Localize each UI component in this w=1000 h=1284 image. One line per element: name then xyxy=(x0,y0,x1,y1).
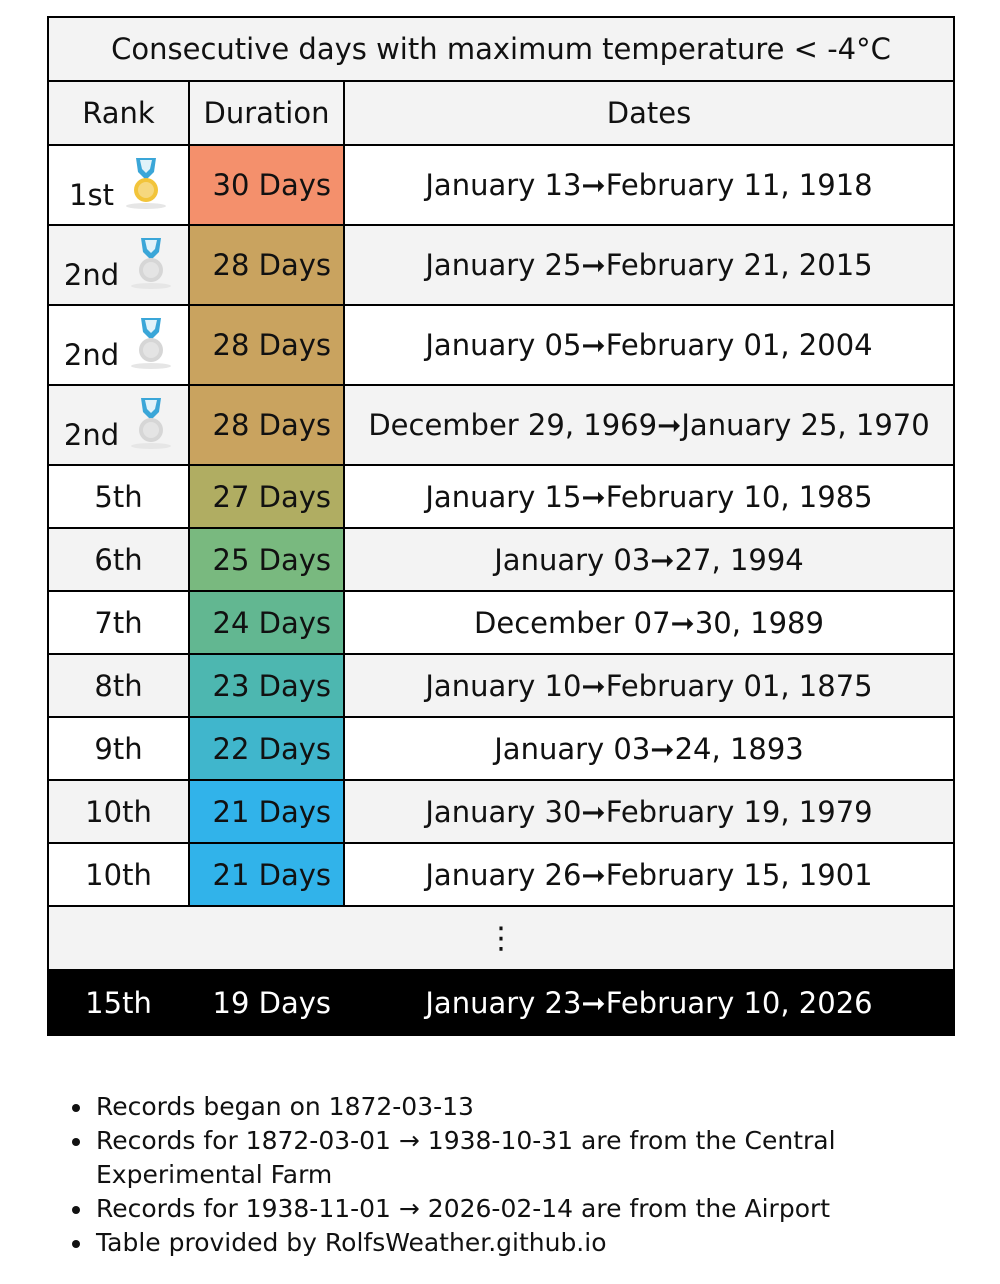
ellipsis-row: ⋮ xyxy=(48,906,954,970)
silver-medal-icon xyxy=(129,236,173,294)
rank-label: 2nd xyxy=(63,258,120,292)
table-row xyxy=(48,780,954,843)
rank-cell: 7th xyxy=(48,591,189,654)
rank-cell xyxy=(48,385,189,465)
rank-cell xyxy=(48,145,189,225)
table-row xyxy=(48,305,954,385)
duration-cell: 21 Days xyxy=(189,780,344,843)
duration-cell: 28 Days xyxy=(189,305,344,385)
dates-cell: December 29, 1969➞January 25, 1970 xyxy=(344,385,954,465)
rank-cell: 10th xyxy=(48,780,189,843)
table-row xyxy=(48,225,954,305)
header-duration: Duration xyxy=(189,81,344,145)
notes-list xyxy=(72,1090,952,1260)
dates-cell: January 03➞24, 1893 xyxy=(344,717,954,780)
table-row xyxy=(48,145,954,225)
table-body xyxy=(48,145,954,906)
dates-cell: January 13➞February 11, 1918 xyxy=(344,145,954,225)
silver-medal-icon xyxy=(129,396,173,454)
dates-cell: January 15➞February 10, 1985 xyxy=(344,465,954,528)
table-row xyxy=(48,465,954,528)
table-title: Consecutive days with maximum temperature < -4°C xyxy=(48,17,954,81)
rank-cell xyxy=(48,225,189,305)
duration-cell: 28 Days xyxy=(189,225,344,305)
rank-cell: 8th xyxy=(48,654,189,717)
duration-cell: 21 Days xyxy=(189,843,344,906)
table-row xyxy=(48,591,954,654)
dates-cell: January 25➞February 21, 2015 xyxy=(344,225,954,305)
table-row xyxy=(48,385,954,465)
duration-cell: 24 Days xyxy=(189,591,344,654)
rank-label: 1st xyxy=(69,178,114,212)
dates-cell: January 05➞February 01, 2004 xyxy=(344,305,954,385)
table-row xyxy=(48,843,954,906)
dates-cell: January 30➞February 19, 1979 xyxy=(344,780,954,843)
silver-medal-icon xyxy=(129,316,173,374)
current-row xyxy=(48,970,954,1035)
duration-cell: 25 Days xyxy=(189,528,344,591)
records-table xyxy=(47,16,955,1036)
header-rank: Rank xyxy=(48,81,189,145)
rank-cell: 9th xyxy=(48,717,189,780)
current-dates: January 23➞February 10, 2026 xyxy=(344,970,954,1035)
note-item: Records began on 1872-03-13 xyxy=(72,1090,952,1124)
dates-cell: January 03➞27, 1994 xyxy=(344,528,954,591)
header-dates: Dates xyxy=(344,81,954,145)
rank-label: 2nd xyxy=(63,418,120,452)
dates-cell: December 07➞30, 1989 xyxy=(344,591,954,654)
rank-label: 2nd xyxy=(63,338,120,372)
rank-cell: 5th xyxy=(48,465,189,528)
rank-cell xyxy=(48,305,189,385)
duration-cell: 30 Days xyxy=(189,145,344,225)
current-duration: 19 Days xyxy=(189,970,344,1035)
duration-cell: 28 Days xyxy=(189,385,344,465)
dates-cell: January 26➞February 15, 1901 xyxy=(344,843,954,906)
records-table-container xyxy=(47,16,953,1036)
duration-cell: 22 Days xyxy=(189,717,344,780)
rank-cell: 6th xyxy=(48,528,189,591)
table-row xyxy=(48,654,954,717)
table-row xyxy=(48,528,954,591)
gold-medal-icon xyxy=(124,156,168,214)
note-item: Records for 1872-03-01 → 1938-10-31 are from the Central Experimental Farm xyxy=(72,1124,952,1192)
note-item: Table provided by RolfsWeather.github.io xyxy=(72,1226,952,1260)
note-item: Records for 1938-11-01 → 2026-02-14 are from the Airport xyxy=(72,1192,952,1226)
rank-cell: 10th xyxy=(48,843,189,906)
duration-cell: 27 Days xyxy=(189,465,344,528)
duration-cell: 23 Days xyxy=(189,654,344,717)
dates-cell: January 10➞February 01, 1875 xyxy=(344,654,954,717)
table-row xyxy=(48,717,954,780)
current-rank: 15th xyxy=(48,970,189,1035)
